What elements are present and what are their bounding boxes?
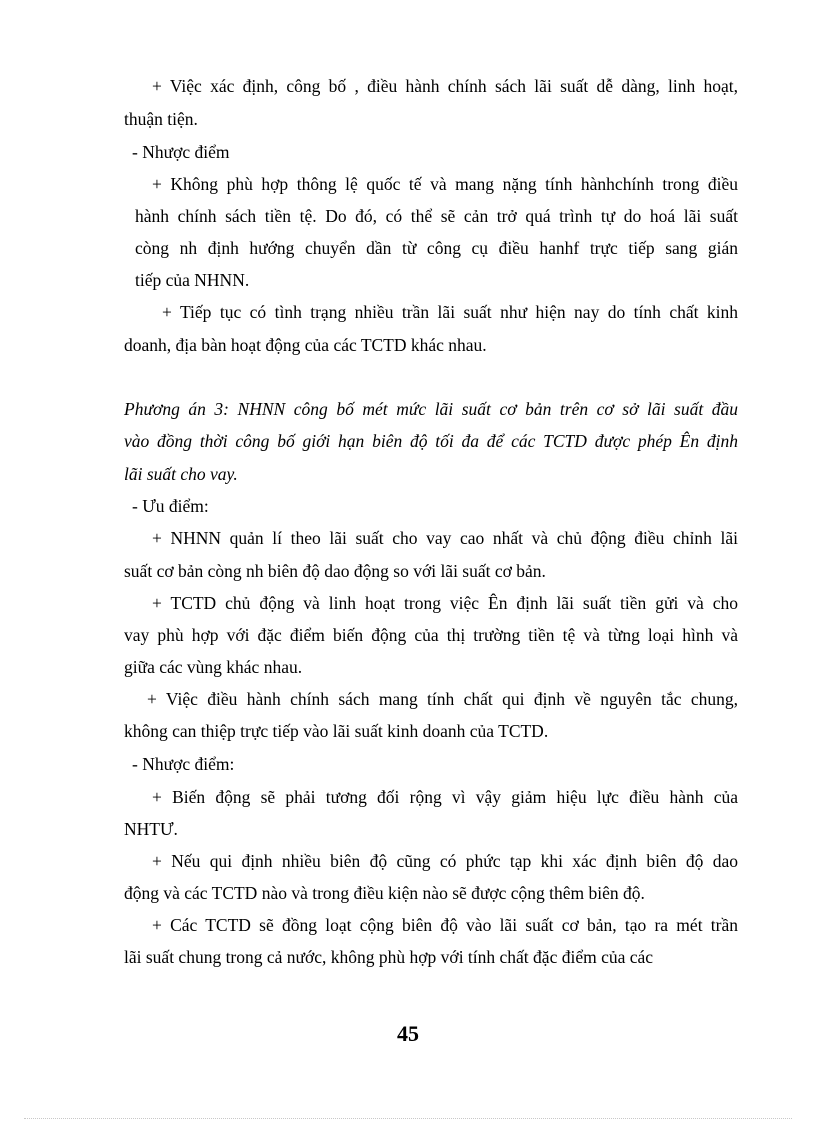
text-line: thuận tiện. — [124, 109, 198, 129]
text-line: suất cơ bản còng nh biên độ dao động so với lãi suất cơ bản. — [124, 561, 546, 581]
text-line: + Việc xác định, công bố , điều hành chính sách lãi suất dễ dàng, linh hoạt, — [152, 76, 738, 96]
page-number: 45 — [397, 1021, 419, 1046]
text-line: vay phù hợp với đặc điểm biến động của thị trường tiền tệ và từng loại hình và — [124, 625, 738, 645]
text-line: NHTƯ. — [124, 819, 178, 839]
text-line: + Nếu qui định nhiều biên độ cũng có phức tạp khi xác định biên độ dao — [152, 851, 738, 871]
text-line-italic: lãi suất cho vay. — [124, 464, 238, 484]
text-line: - Ưu điểm: — [132, 496, 209, 516]
text-line-italic: vào đồng thời công bố giới hạn biên độ tối đa để các TCTD được phép Ên định — [124, 431, 738, 451]
text-line: + NHNN quản lí theo lãi suất cho vay cao nhất và chủ động điều chỉnh lãi — [152, 528, 738, 548]
text-line: không can thiệp trực tiếp vào lãi suất kinh doanh của TCTD. — [124, 721, 549, 741]
page-bottom-rule — [24, 1118, 792, 1119]
text-line: hành chính sách tiền tệ. Do đó, có thể sẽ cản trở quá trình tự do hoá lãi suất — [135, 206, 738, 226]
text-line: + Không phù hợp thông lệ quốc tế và mang nặng tính hànhchính trong điều — [152, 174, 738, 194]
text-line: + Biến động sẽ phải tương đối rộng vì vậy giảm hiệu lực điều hành của — [152, 787, 738, 807]
text-line-italic: Phương án 3: NHNN công bố mét mức lãi suất cơ bản trên cơ sở lãi suất đầu — [124, 399, 738, 419]
text-line: tiếp của NHNN. — [135, 270, 250, 290]
text-line: + Việc điều hành chính sách mang tính chất qui định về nguyên tắc chung, — [147, 689, 738, 709]
text-line: còng nh định hướng chuyển dần từ công cụ điều hanhf trực tiếp sang gián — [135, 238, 738, 258]
text-line: + TCTD chủ động và linh hoạt trong việc Ên định lãi suất tiền gửi và cho — [152, 593, 738, 613]
text-line: + Tiếp tục có tình trạng nhiều trần lãi suất như hiện nay do tính chất kinh — [162, 302, 738, 322]
text-line: - Nhược điểm: — [132, 754, 235, 774]
text-line: doanh, địa bàn hoạt động của các TCTD khác nhau. — [124, 335, 487, 355]
text-line: lãi suất chung trong cả nước, không phù hợp với tính chất đặc điểm của các — [124, 947, 654, 967]
text-line: + Các TCTD sẽ đồng loạt cộng biên độ vào lãi suất cơ bản, tạo ra mét trần — [152, 915, 738, 935]
text-line: động và các TCTD nào và trong điều kiện nào sẽ được cộng thêm biên độ. — [124, 883, 645, 903]
text-line: giữa các vùng khác nhau. — [124, 657, 303, 677]
text-line: - Nhược điểm — [132, 142, 230, 162]
